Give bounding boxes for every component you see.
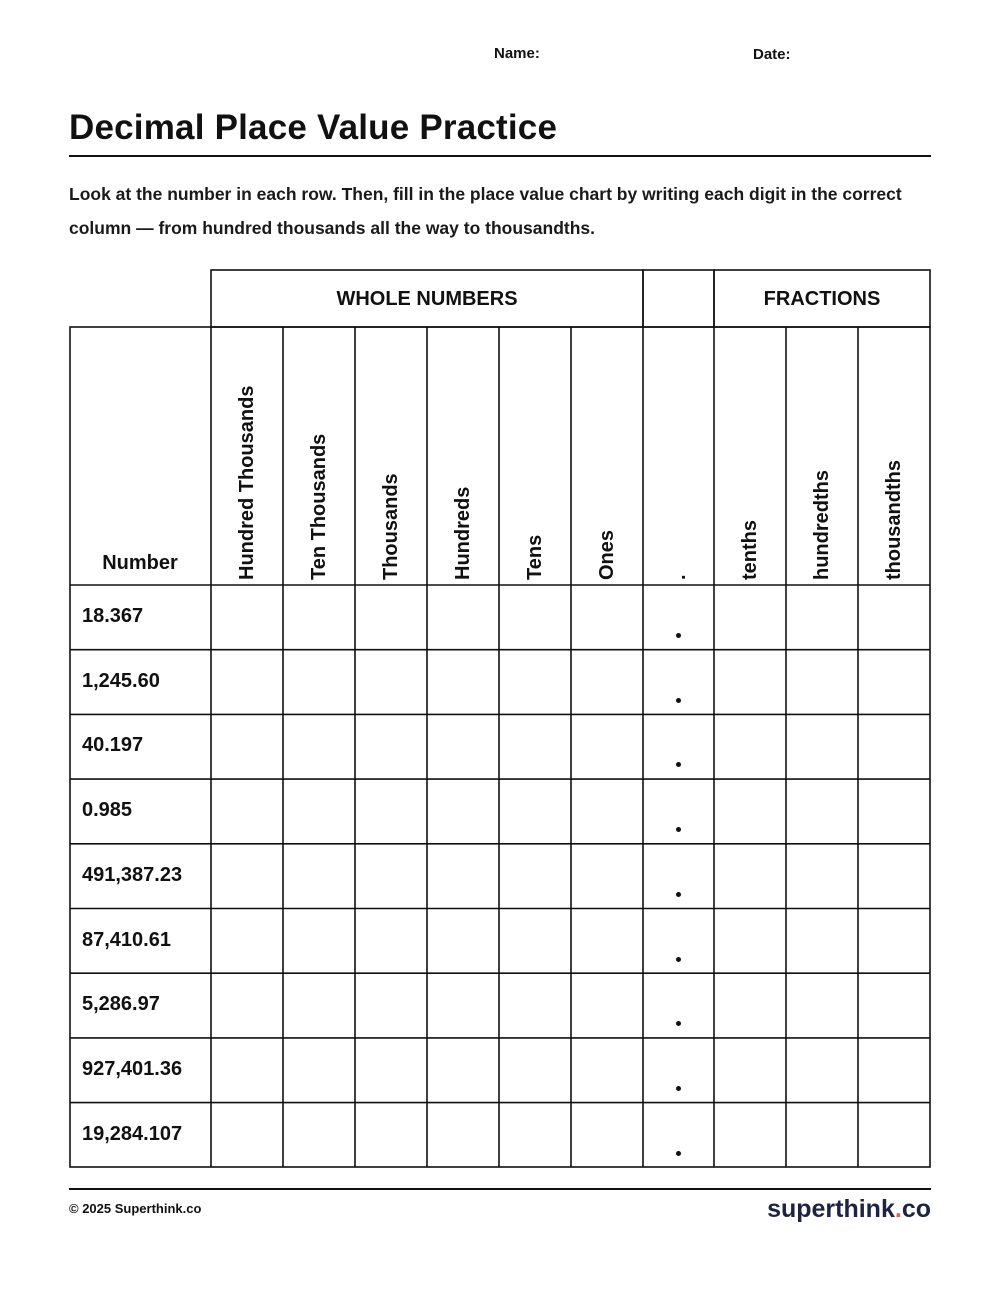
decimal-group-box <box>643 270 714 327</box>
number-column-header: Number <box>102 552 178 574</box>
decimal-point-marker <box>676 892 681 897</box>
instructions: Look at the number in each row. Then, fill in the place value chart by writing each digit in the correct column — from hundred thousands all the way to thousandths. <box>69 184 902 238</box>
decimal-column-header: . <box>667 574 690 580</box>
row-number-value: 87,410.61 <box>82 928 171 951</box>
page-title: Decimal Place Value Practice <box>69 108 558 147</box>
row-number-value: 40.197 <box>82 734 144 757</box>
decimal-point-marker <box>676 1151 681 1156</box>
decimal-point-marker <box>676 957 681 962</box>
fractions-heading: FRACTIONS <box>763 288 881 310</box>
place-value-column-header: Ones <box>596 529 618 580</box>
place-value-column-header: Hundreds <box>452 486 474 580</box>
row-number-value: 491,387.23 <box>82 863 183 886</box>
row-number-value: 927,401.36 <box>82 1057 183 1080</box>
decimal-point-marker <box>676 633 681 638</box>
brand-dot: . <box>894 1195 902 1223</box>
row-number-value: 1,245.60 <box>82 669 160 692</box>
decimal-point-marker <box>676 1086 681 1091</box>
row-number-value: 18.367 <box>82 605 144 627</box>
place-value-column-header: tenths <box>739 520 761 580</box>
whole-numbers-heading: WHOLE NUMBERS <box>336 288 518 310</box>
date-label: Date: <box>753 46 791 63</box>
decimal-point-marker <box>676 698 681 703</box>
table-body-frame <box>70 327 930 1167</box>
place-value-column-header: hundredths <box>811 470 833 580</box>
footer-divider <box>69 1188 931 1190</box>
row-number-value: 5,286.97 <box>82 993 160 1016</box>
brand-tld: co <box>901 1195 931 1223</box>
place-value-column-header: thousandths <box>883 460 905 580</box>
name-label: Name: <box>494 45 540 62</box>
place-value-column-header: Tens <box>524 534 546 580</box>
brand-name: superthink <box>767 1195 895 1223</box>
copyright: © 2025 Superthink.co <box>69 1201 202 1216</box>
brand-logo[interactable] <box>767 1195 931 1224</box>
place-value-column-header: Ten Thousands <box>308 433 330 580</box>
row-number-value: 0.985 <box>82 799 133 822</box>
place-value-column-header: Thousands <box>380 473 402 580</box>
row-number-value: 19,284.107 <box>82 1122 183 1145</box>
place-value-column-header: Hundred Thousands <box>236 385 258 580</box>
